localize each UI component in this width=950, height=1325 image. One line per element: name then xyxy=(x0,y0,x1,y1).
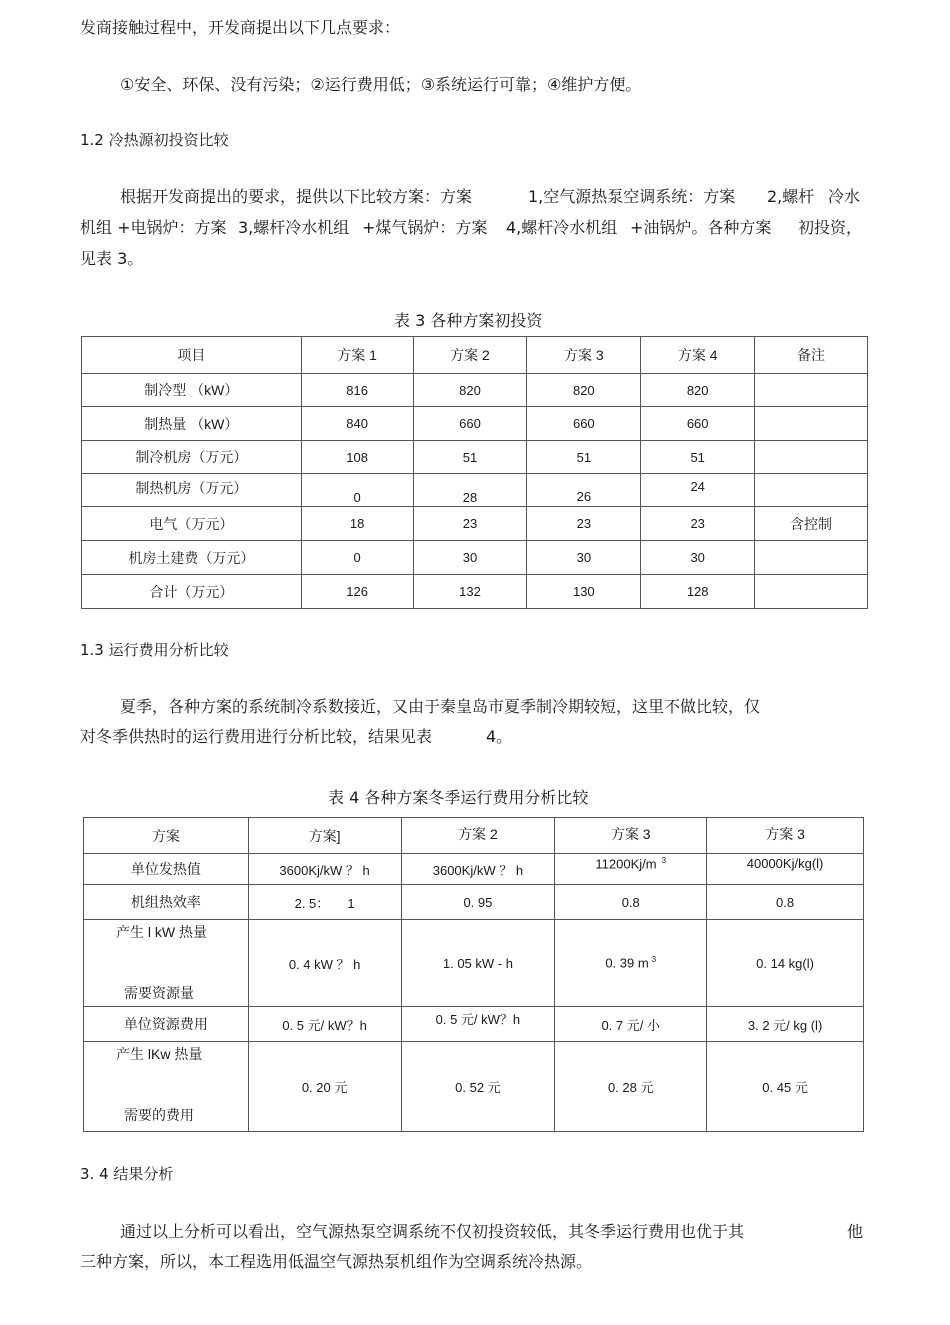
table-cell: 51 xyxy=(641,441,755,474)
table-cell: 30 xyxy=(527,541,641,575)
table-cell: 0. 95 xyxy=(401,885,555,920)
table-cell: 0.8 xyxy=(707,885,864,920)
table-cell-note: 含控制 xyxy=(755,507,868,541)
table-cell: 0. 28 元 xyxy=(555,1042,707,1132)
table-row xyxy=(84,1042,864,1132)
table-cell: 3600Kj/kW ？ h xyxy=(248,854,401,885)
row-label: 制冷机房（万元） xyxy=(82,441,302,474)
table-cell: 26 xyxy=(527,474,641,507)
table-cell xyxy=(755,441,868,474)
paragraph-line: 2,螺杆 xyxy=(767,187,815,206)
row-label-top: 产生 lKw 热量 xyxy=(116,1046,203,1062)
paragraph-line: 1,空气源热泵空调系统：方案 xyxy=(528,187,736,206)
paragraph-line: 冷水 xyxy=(828,187,861,206)
table-row xyxy=(82,374,868,407)
table-cell: 51 xyxy=(413,441,527,474)
section-heading-1-3: 1.3 运行费用分析比较 xyxy=(80,641,229,659)
table-cell: 18 xyxy=(301,507,413,541)
table-4-header: 方案 3 xyxy=(707,818,864,854)
table-cell-value: 11200Kj/m xyxy=(595,856,657,872)
paragraph-line: 初投资， xyxy=(798,218,863,237)
row-label: 合计（万元） xyxy=(82,575,302,609)
table-row xyxy=(82,407,868,441)
table-cell xyxy=(755,374,868,407)
table-4-header: 方案 2 xyxy=(401,818,555,854)
table-3-header: 方案 4 xyxy=(641,337,755,374)
paragraph-line: +煤气锅炉：方案 xyxy=(362,218,488,237)
table-cell: 0 xyxy=(301,474,413,507)
table-cell: 3. 2 元/ kg (l) xyxy=(707,1007,864,1042)
superscript: 3 xyxy=(651,955,657,965)
table-row xyxy=(84,885,864,920)
table-cell: 0. 7 元/ 小 xyxy=(555,1007,707,1042)
paragraph-line: 4。 xyxy=(486,727,513,746)
row-label-bottom: 需要的费用 xyxy=(124,1107,194,1123)
paragraph-line: 发商接触过程中，开发商提出以下几点要求： xyxy=(80,18,401,37)
row-label: 机组热效率 xyxy=(84,885,249,920)
table-row xyxy=(82,541,868,575)
table-cell: 820 xyxy=(527,374,641,407)
row-label: 机房土建费（万元） xyxy=(82,541,302,575)
table-cell xyxy=(755,575,868,609)
superscript: 3 xyxy=(661,856,667,865)
table-cell: 660 xyxy=(527,407,641,441)
table-row xyxy=(84,854,864,885)
table-4-header: 方案 3 xyxy=(555,818,707,854)
table-cell: 0. 14 kg(l) xyxy=(707,920,864,1007)
table-cell xyxy=(555,854,707,885)
table-3-header: 方案 1 xyxy=(301,337,413,374)
table-cell: 132 xyxy=(413,575,527,609)
paragraph-line: 3,螺杆冷水机组 xyxy=(238,218,350,237)
table-3-header: 方案 3 xyxy=(527,337,641,374)
table-cell: 820 xyxy=(413,374,527,407)
table-cell xyxy=(755,541,868,575)
table-cell: 23 xyxy=(641,507,755,541)
table-cell: 2. 5： 1 xyxy=(248,885,401,920)
paragraph-line: 通过以上分析可以看出，空气源热泵空调系统不仅初投资较低，其冬季运行费用也优于其 xyxy=(120,1222,745,1241)
table-cell: 24 xyxy=(641,474,755,507)
table-row xyxy=(82,441,868,474)
table-cell: 816 xyxy=(301,374,413,407)
table-cell: 660 xyxy=(641,407,755,441)
table-row xyxy=(84,1007,864,1042)
table-cell: 108 xyxy=(301,441,413,474)
table-3-caption: 表 3 各种方案初投资 xyxy=(394,311,543,330)
table-cell: 840 xyxy=(301,407,413,441)
table-4-header: 方案] xyxy=(248,818,401,854)
paragraph-line: 根据开发商提出的要求，提供以下比较方案：方案 xyxy=(120,187,473,206)
table-4 xyxy=(83,817,864,1132)
table-cell: 40000Kj/kg(l) xyxy=(707,854,864,885)
paragraph-line: 4,螺杆冷水机组 xyxy=(506,218,618,237)
table-cell xyxy=(755,474,868,507)
table-cell: 0 xyxy=(301,541,413,575)
table-cell: 30 xyxy=(413,541,527,575)
row-label xyxy=(84,920,249,1007)
table-cell-value: 0. 39 m xyxy=(605,955,649,971)
paragraph-line: +油锅炉。各种方案 xyxy=(630,218,772,237)
paragraph-line: 夏季，各种方案的系统制冷系数接近，又由于秦皇岛市夏季制冷期较短，这里不做比较，仅 xyxy=(120,697,761,716)
paragraph-line: 机组 +电锅炉：方案 xyxy=(80,218,227,237)
table-cell: 3600Kj/kW ？ h xyxy=(401,854,555,885)
table-row xyxy=(82,507,868,541)
table-cell: 0. 5 元/ kW？h xyxy=(401,1007,555,1042)
row-label: 制热机房（万元） xyxy=(82,474,302,507)
table-cell: 30 xyxy=(641,541,755,575)
table-cell: 820 xyxy=(641,374,755,407)
table-cell: 51 xyxy=(527,441,641,474)
table-3-header: 项目 xyxy=(82,337,302,374)
row-label xyxy=(84,1042,249,1132)
table-cell: 0. 52 元 xyxy=(401,1042,555,1132)
row-label-top: 产生 l kW 热量 xyxy=(116,924,207,940)
table-cell: 0. 20 元 xyxy=(248,1042,401,1132)
table-4-caption: 表 4 各种方案冬季运行费用分析比较 xyxy=(328,788,589,807)
paragraph-line: 三种方案，所以，本工程选用低温空气源热泵机组作为空调系统冷热源。 xyxy=(80,1252,593,1271)
table-row xyxy=(84,920,864,1007)
paragraph-line: 见表 3。 xyxy=(80,249,144,268)
table-cell: 128 xyxy=(641,575,755,609)
table-row xyxy=(82,474,868,507)
row-label: 制冷型 （kW） xyxy=(82,374,302,407)
table-cell: 126 xyxy=(301,575,413,609)
row-label: 制热量 （kW） xyxy=(82,407,302,441)
row-label: 电气（万元） xyxy=(82,507,302,541)
requirements-line: ①安全、环保、没有污染；②运行费用低；③系统运行可靠；④维护方便。 xyxy=(120,75,642,94)
table-cell: 0.8 xyxy=(555,885,707,920)
table-cell: 660 xyxy=(413,407,527,441)
table-cell xyxy=(755,407,868,441)
table-cell: 0. 45 元 xyxy=(707,1042,864,1132)
table-cell: 130 xyxy=(527,575,641,609)
table-cell xyxy=(555,920,707,1007)
table-3-header: 方案 2 xyxy=(413,337,527,374)
row-label: 单位发热值 xyxy=(84,854,249,885)
table-cell: 0. 5 元/ kW？h xyxy=(248,1007,401,1042)
section-heading-3-4: 3. 4 结果分析 xyxy=(80,1165,174,1183)
paragraph-line: 对冬季供热时的运行费用进行分析比较，结果见表 xyxy=(80,727,433,746)
table-cell: 1. 05 kW - h xyxy=(401,920,555,1007)
table-3 xyxy=(81,336,868,609)
table-cell: 23 xyxy=(527,507,641,541)
table-row xyxy=(82,575,868,609)
table-3-header: 备注 xyxy=(755,337,868,374)
table-4-header: 方案 xyxy=(84,818,249,854)
table-cell: 0. 4 kW ？ h xyxy=(248,920,401,1007)
row-label: 单位资源费用 xyxy=(84,1007,249,1042)
paragraph-line: 他 xyxy=(847,1222,864,1241)
table-cell: 28 xyxy=(413,474,527,507)
row-label-bottom: 需要资源量 xyxy=(124,985,194,1001)
table-cell: 23 xyxy=(413,507,527,541)
section-heading-1-2: 1.2 冷热源初投资比较 xyxy=(80,131,229,149)
